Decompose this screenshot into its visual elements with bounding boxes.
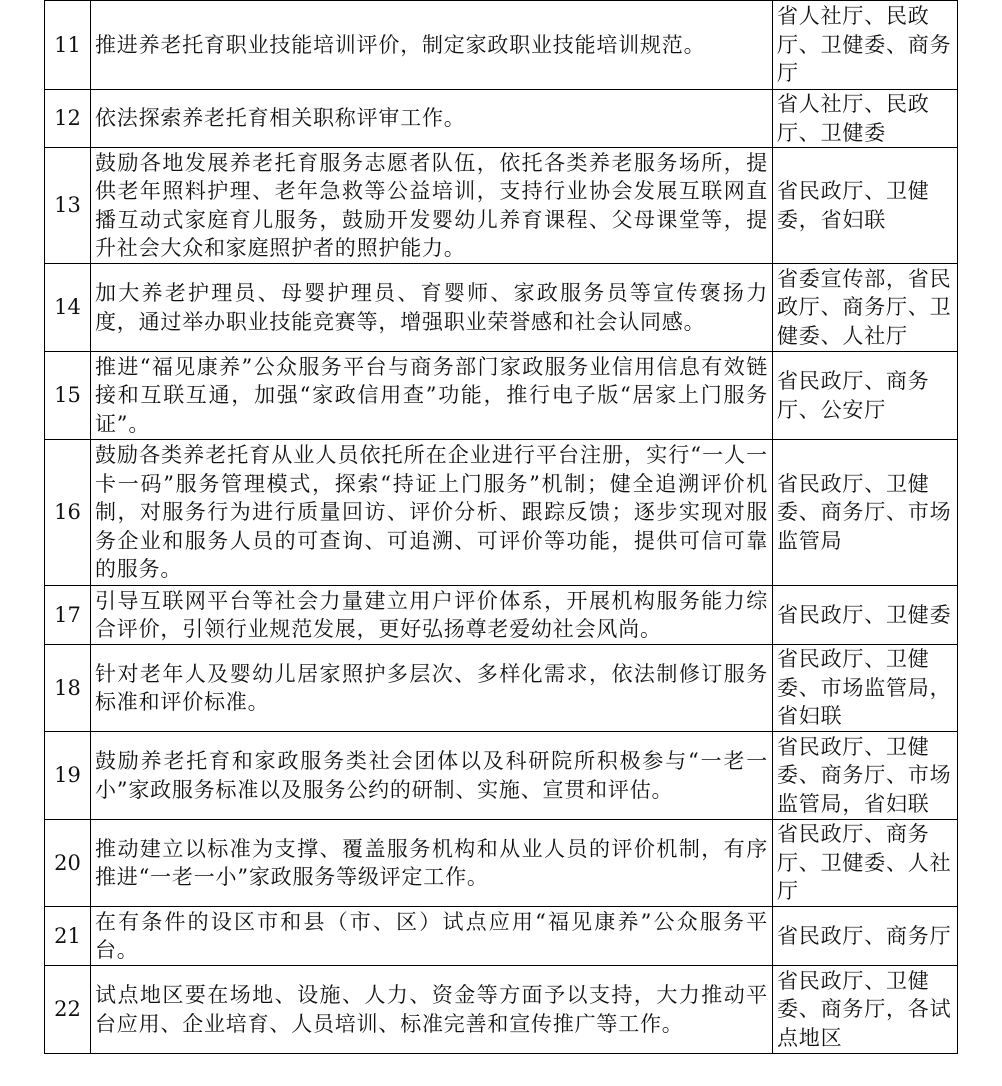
table-row [45,645,958,732]
row-number: 18 [45,645,91,732]
responsible-departments: 省民政厅、卫健委、商务厅、市场监管局，省妇联 [773,732,958,820]
row-number: 19 [45,732,91,820]
row-number: 15 [45,352,91,440]
row-number: 16 [45,440,91,586]
row-number: 12 [45,90,91,148]
responsible-departments: 省民政厅、卫健委，省妇联 [773,148,958,264]
task-content: 鼓励各类养老托育从业人员依托所在企业进行平台注册，实行“一人一卡一码”服务管理模式，探索“持证上门服务”机制；健全追溯评价机制，对服务行为进行质量回访、评价分析、跟踪反馈；逐步实现对服务企业和服务人员的可查询、可追溯、可评价等功能，提供可信可靠的服务。 [91,440,773,586]
task-content: 针对老年人及婴幼儿居家照护多层次、多样化需求，依法制修订服务标准和评价标准。 [91,645,773,732]
task-content: 依法探索养老托育相关职称评审工作。 [91,90,773,148]
table-row [45,264,958,352]
task-content: 推进“福见康养”公众服务平台与商务部门家政服务业信用信息有效链接和互联互通，加强“家政信用查”功能，推行电子版“居家上门服务证”。 [91,352,773,440]
responsible-departments: 省民政厅、卫健委 [773,586,958,645]
responsible-departments: 省委宣传部，省民政厅、商务厅、卫健委、人社厅 [773,264,958,352]
table-row [45,440,958,586]
responsible-departments: 省民政厅、商务厅、公安厅 [773,352,958,440]
row-number: 17 [45,586,91,645]
task-content: 引导互联网平台等社会力量建立用户评价体系，开展机构服务能力综合评价，引领行业规范发展，更好弘扬尊老爱幼社会风尚。 [91,586,773,645]
row-number: 11 [45,1,91,90]
responsible-departments: 省人社厅、民政厅、卫健委 [773,90,958,148]
task-content: 加大养老护理员、母婴护理员、育婴师、家政服务员等宣传褒扬力度，通过举办职业技能竞赛等，增强职业荣誉感和社会认同感。 [91,264,773,352]
table-row [45,1,958,90]
task-content: 鼓励各地发展养老托育服务志愿者队伍，依托各类养老服务场所，提供老年照料护理、老年急救等公益培训，支持行业协会发展互联网直播互动式家庭育儿服务，鼓励开发婴幼儿养育课程、父母课堂等，提升社会大众和家庭照护者的照护能力。 [91,148,773,264]
table-row [45,820,958,907]
table-row [45,907,958,966]
task-content: 试点地区要在场地、设施、人力、资金等方面予以支持，大力推动平台应用、企业培育、人员培训、标准完善和宣传推广等工作。 [91,966,773,1054]
responsible-departments: 省民政厅、商务厅、卫健委、人社厅 [773,820,958,907]
responsible-departments: 省民政厅、卫健委、商务厅，各试点地区 [773,966,958,1054]
table-row [45,732,958,820]
row-number: 20 [45,820,91,907]
table-row [45,90,958,148]
task-content: 推进养老托育职业技能培训评价，制定家政职业技能培训规范。 [91,1,773,90]
row-number: 21 [45,907,91,966]
table-row [45,966,958,1054]
responsible-departments: 省民政厅、商务厅 [773,907,958,966]
responsible-departments: 省人社厅、民政厅、卫健委、商务厅 [773,1,958,90]
task-table [44,0,958,1054]
task-content: 鼓励养老托育和家政服务类社会团体以及科研院所积极参与“一老一小”家政服务标准以及服务公约的研制、实施、宣贯和评估。 [91,732,773,820]
row-number: 13 [45,148,91,264]
task-content: 推动建立以标准为支撑、覆盖服务机构和从业人员的评价机制，有序推进“一老一小”家政服务等级评定工作。 [91,820,773,907]
row-number: 14 [45,264,91,352]
row-number: 22 [45,966,91,1054]
table-row [45,352,958,440]
task-content: 在有条件的设区市和县（市、区）试点应用“福见康养”公众服务平台。 [91,907,773,966]
responsible-departments: 省民政厅、卫健委、市场监管局，省妇联 [773,645,958,732]
table-row [45,148,958,264]
responsible-departments: 省民政厅、卫健委、商务厅、市场监管局 [773,440,958,586]
table-row [45,586,958,645]
